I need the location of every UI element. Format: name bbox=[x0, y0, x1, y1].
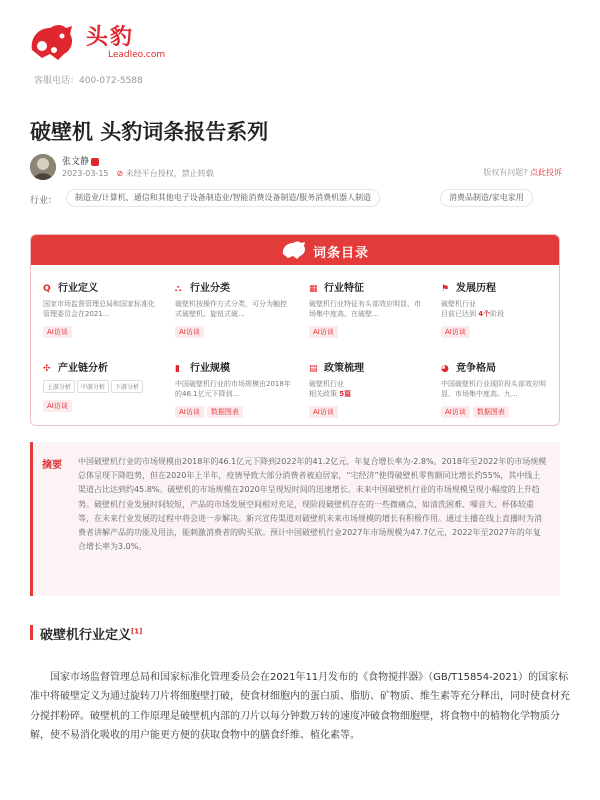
catalog-item-title bbox=[175, 359, 293, 374]
catalog-item-title bbox=[43, 279, 161, 294]
leopard-icon bbox=[281, 239, 307, 261]
catalog-item-title bbox=[43, 359, 161, 374]
chain-subchips bbox=[43, 374, 161, 393]
catalog-item-competition[interactable] bbox=[441, 359, 559, 418]
catalog-item-label: 政策梳理 bbox=[324, 363, 364, 374]
catalog-panel bbox=[30, 234, 560, 426]
catalog-item-history[interactable] bbox=[441, 279, 559, 338]
ai-interview-chip[interactable]: AI访谈 bbox=[175, 406, 204, 418]
catalog-item-label: 发展历程 bbox=[456, 283, 496, 294]
catalog-item-title bbox=[309, 279, 427, 294]
desc-line: 目前已达到 bbox=[441, 310, 479, 318]
search-doc-icon: Q bbox=[43, 284, 51, 294]
industry-label: 行业： bbox=[30, 196, 58, 206]
flag-icon: ⚑ bbox=[441, 284, 450, 294]
copyright-question: 版权有问题? bbox=[483, 168, 528, 177]
catalog-item-desc: 破壁机按操作方式分类，可分为触控式破壁机、旋钮式破... bbox=[175, 300, 287, 318]
abstract-label: 摘要 bbox=[42, 460, 62, 471]
catalog-title: 词条目录 bbox=[313, 246, 370, 261]
catalog-item-label: 行业特征 bbox=[324, 283, 364, 294]
catalog-item-label: 行业分类 bbox=[190, 283, 230, 294]
catalog-item-desc: 国家市场监督管理总局和国家标准化管理委员会在2021... bbox=[43, 300, 155, 318]
brand-name: 头豹 bbox=[86, 25, 135, 50]
abstract-box bbox=[30, 442, 560, 596]
copy-warning: 未经平台授权，禁止转载 bbox=[125, 169, 214, 178]
catalog-header bbox=[31, 235, 559, 265]
desc-line: 破壁机行业 bbox=[309, 380, 344, 388]
catalog-item-desc bbox=[441, 299, 559, 319]
downstream-chip[interactable]: 下游分析 bbox=[111, 380, 143, 393]
section-accent-bar bbox=[30, 625, 33, 640]
section-title-text: 破壁机行业定义 bbox=[40, 628, 132, 643]
catalog-item-title bbox=[175, 279, 293, 294]
document-icon: ▤ bbox=[309, 364, 318, 374]
publish-date: 2023-03-15 bbox=[62, 169, 109, 178]
catalog-item-chain[interactable] bbox=[43, 359, 161, 412]
catalog-item-desc: 中国破壁机行业现阶段头部效应明显，市场集中度高。九... bbox=[441, 380, 546, 398]
section-body: 国家市场监督管理总局和国家标准化管理委员会在2021年11月发布的《食物搅拌器》（GB/T15854-2021）的国家标准中将破壁定义为通过旋转刀片将细胞壁打破，使食材细胞内的蛋白质、脂肪、矿物质、维生素等充分释出，同时使食材充分搅拌粉碎。破壁机的工作原理是破壁机内部的刀片以每分钟数万转的速度冲破食物细胞壁，将食物中的植物化学物质分解，使不易消化吸收的用户能更方便的获取食物中的膳食纤维、植化素等。 bbox=[30, 672, 570, 742]
catalog-item-scale[interactable] bbox=[175, 359, 293, 418]
copyright-report bbox=[483, 167, 562, 178]
avatar-image-icon bbox=[30, 154, 56, 180]
upstream-chip[interactable]: 上游分析 bbox=[43, 380, 75, 393]
abstract-accent-bar bbox=[30, 442, 33, 596]
industry-tag[interactable]: 制造业/计算机、通信和其他电子设备制造业/智能消费设备制造/服务消费机器人制造 bbox=[66, 189, 380, 207]
catalog-item-definition[interactable] bbox=[43, 279, 161, 338]
catalog-item-label: 竞争格局 bbox=[456, 363, 496, 374]
data-chart-chip[interactable]: 数据图表 bbox=[473, 406, 509, 418]
desc-line: 破壁机行业 bbox=[441, 300, 476, 308]
catalog-item-title bbox=[309, 359, 427, 374]
hierarchy-icon: ⛬ bbox=[175, 284, 182, 294]
catalog-item-title bbox=[441, 279, 559, 294]
ai-interview-chip[interactable]: AI访谈 bbox=[309, 326, 338, 338]
catalog-item-title bbox=[441, 359, 559, 374]
hotline: 客服电话：400-072-5588 bbox=[34, 76, 143, 86]
catalog-item-features[interactable] bbox=[309, 279, 427, 338]
verified-badge-icon bbox=[91, 158, 99, 166]
abstract-text: 中国破壁机行业的市场规模由2018年的46.1亿元下降到2022年的41.2亿元，年复合增长率为-2.8%。2018年至2022年的市场规模总体呈现下降趋势，但在2020年上半年，疫情导致大部分消费者被迫居家，“宅经济”使得破壁机零售额同比增长约55%，其中线上渠道占比达到约45.8%。破壁机的市场规模在2020年呈现短时间的迅速增长。未来中国破壁机行业的市场规模呈现小幅度的上升趋势。破壁机行业发展时间较短，产品的市场发展空间相对充足，现阶段破壁机存在的一些微痛点，如清洗困难、噪音大、杯体较重等，在未来行业发展的过程中将会进一步解决。新兴宣传渠道对破壁机未来市场规模的增长有积极作用。通过主播在线上直播时为消费者讲解产品的功能及用法，能刺激消费者的购买欲。预计中国破壁机行业2027年市场规模为47.7亿元，2022年至2027年的年复合增长率为3.0%。 bbox=[78, 457, 547, 552]
pie-chart-icon: ◕ bbox=[441, 364, 449, 374]
leopard-logo-icon bbox=[28, 20, 76, 64]
section-title bbox=[40, 624, 142, 643]
desc-suffix: 阶段 bbox=[490, 310, 505, 318]
catalog-item-classification[interactable] bbox=[175, 279, 293, 338]
chain-icon: ✣ bbox=[43, 364, 51, 374]
footnote-ref[interactable]: [1] bbox=[131, 627, 143, 636]
desc-line: 相关政策 bbox=[309, 390, 340, 398]
catalog-item-desc bbox=[309, 379, 427, 399]
ai-interview-chip[interactable]: AI访谈 bbox=[441, 406, 470, 418]
publish-meta bbox=[62, 168, 214, 179]
industry-tag[interactable]: 消费品制造/家电家用 bbox=[440, 189, 533, 207]
catalog-item-policy[interactable] bbox=[309, 359, 427, 418]
author-name-text: 张文静 bbox=[62, 157, 90, 167]
page-title: 破壁机 头豹词条报告系列 bbox=[30, 120, 269, 144]
avatar[interactable] bbox=[30, 154, 56, 180]
catalog-item-desc: 破壁机行业特征有头部效应明显、市场集中度高、在破壁... bbox=[309, 300, 421, 318]
brand-logo[interactable] bbox=[28, 18, 188, 68]
no-copy-icon: ⊘ bbox=[116, 169, 124, 178]
ai-interview-chip[interactable]: AI访谈 bbox=[43, 326, 72, 338]
catalog-item-label: 行业规模 bbox=[190, 363, 230, 374]
ai-interview-chip[interactable]: AI访谈 bbox=[175, 326, 204, 338]
catalog-item-label: 行业定义 bbox=[58, 283, 98, 294]
desc-highlight: 5篇 bbox=[339, 390, 352, 398]
grid-icon: ▦ bbox=[309, 284, 318, 294]
catalog-item-desc: 中国破壁机行业的市场规模由2018年的46.1亿元下降到... bbox=[175, 380, 291, 398]
report-link[interactable]: 点此投诉 bbox=[530, 168, 562, 177]
desc-highlight: 4个 bbox=[478, 310, 491, 318]
author-name[interactable] bbox=[62, 154, 99, 167]
brand-domain: Leadleo.com bbox=[108, 50, 166, 60]
data-chart-chip[interactable]: 数据图表 bbox=[207, 406, 243, 418]
catalog-item-label: 产业链分析 bbox=[58, 363, 108, 374]
midstream-chip[interactable]: 中游分析 bbox=[77, 380, 109, 393]
ai-interview-chip[interactable]: AI访谈 bbox=[441, 326, 470, 338]
ai-interview-chip[interactable]: AI访谈 bbox=[309, 406, 338, 418]
bar-chart-icon: ▮ bbox=[175, 364, 180, 374]
ai-interview-chip[interactable]: AI访谈 bbox=[43, 400, 72, 412]
